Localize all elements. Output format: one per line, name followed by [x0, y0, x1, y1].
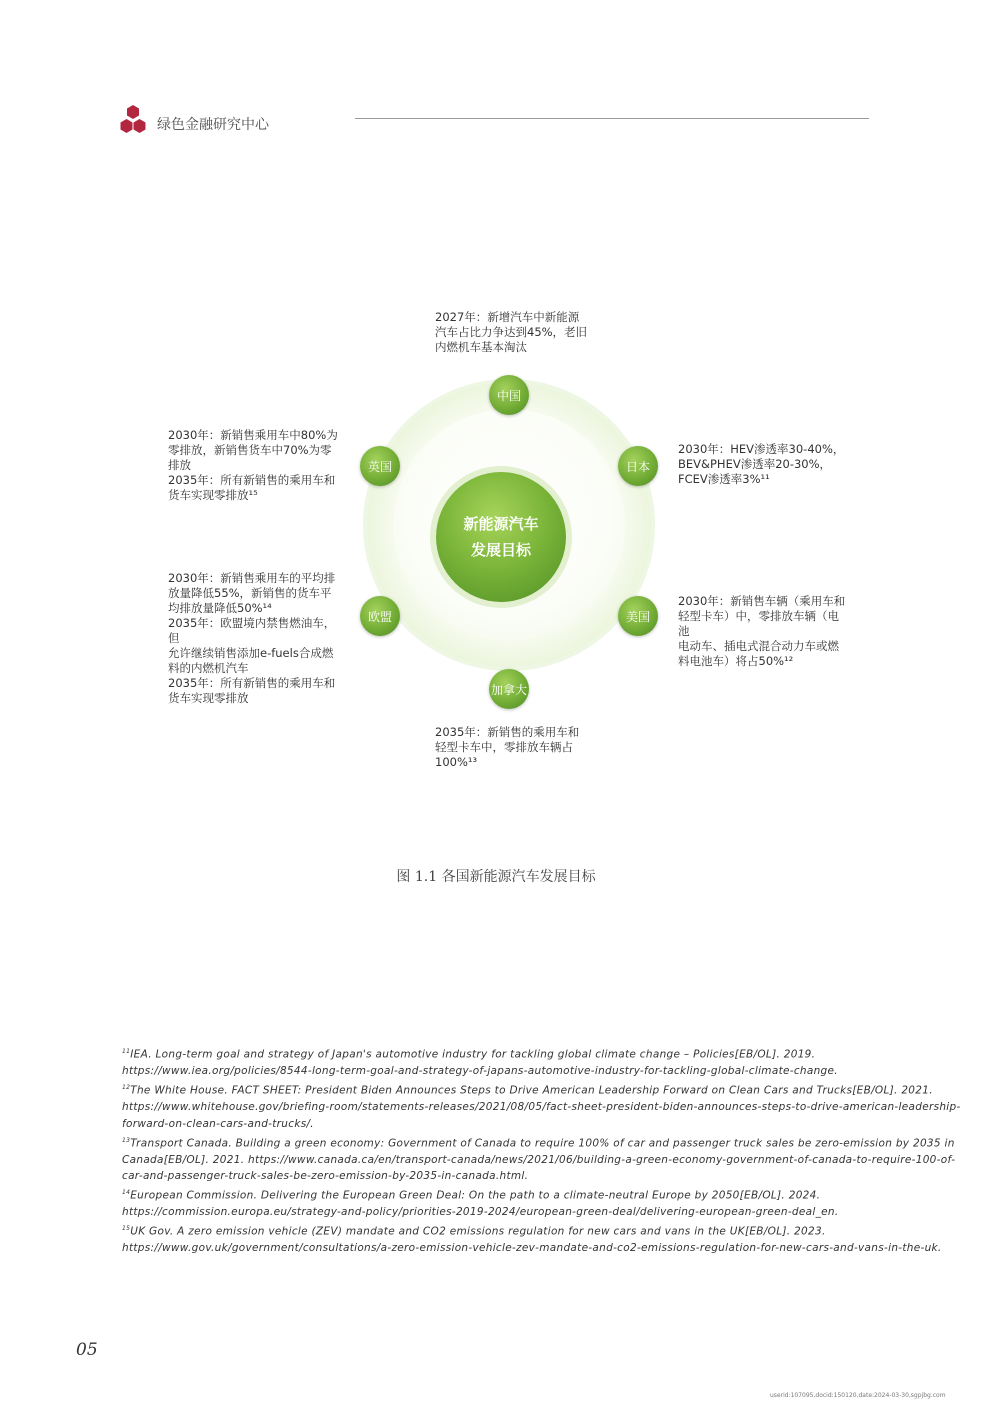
- figure-caption: 图 1.1 各国新能源汽车发展目标: [396, 869, 596, 885]
- footnote-number: 12: [122, 1083, 131, 1091]
- footnote: [122, 1185, 972, 1221]
- footnote: [122, 1080, 972, 1133]
- node-china: 中国: [489, 375, 529, 415]
- page-number: 05: [76, 1340, 98, 1360]
- footnote-text: Transport Canada. Building a green economy: Government of Canada to require 100% of car and passenger truck sales be zero-emission by 2035 in Canada[EB/OL]. 2021. https://www.canada.ca/en/transport-canada/news/2021/06/building-a-green-economy-government-of-canada-to-require-100-of-car-and-passenger-truck-sales-be-zero-emission-by-2035-in-canada.html.: [122, 1137, 956, 1183]
- desc-uk: 2030年：新销售乘用车中80%为 零排放，新销售货车中70%为零 排放 2035年：所有新销售的乘用车和 货车实现零排放¹⁵: [168, 428, 338, 502]
- footnote-number: 13: [122, 1136, 131, 1144]
- node-eu: 欧盟: [360, 596, 400, 636]
- footnote-text: UK Gov. A zero emission vehicle (ZEV) mandate and CO2 emissions regulation for new cars and vans in the UK[EB/OL]. 2023. https://www.gov.uk/government/consultations/a-zero-emission-vehicle-zev-mandate-and-co2-emissions-regulation-for-new-cars-and-vans-in-the-uk.: [122, 1225, 942, 1255]
- node-canada: 加拿大: [489, 669, 529, 709]
- node-usa: 美国: [618, 596, 658, 636]
- desc-canada: 2035年：新销售的乘用车和 轻型卡车中，零排放车辆占 100%¹³: [435, 725, 580, 769]
- desc-china: 2027年：新增汽车中新能源 汽车占比力争达到45%，老旧 内燃机车基本淘汰: [435, 310, 588, 354]
- footnote-number: 14: [122, 1189, 131, 1197]
- org-logo-icon: [120, 104, 146, 134]
- watermark-text: userid:107095,docid:150120,date:2024-03-30,sgpjbg.com: [770, 1392, 946, 1399]
- org-name: 绿色金融研究中心: [157, 117, 269, 133]
- footnote-text: IEA. Long-term goal and strategy of Japan's automotive industry for tackling global climate change – Policies[EB/OL]. 2019. https://www.iea.org/policies/8544-long-term-goal-and-strategy-of-japans-automotive-industry-for-tackling-global-climate-change.: [122, 1048, 838, 1078]
- footnote-number: 11: [122, 1048, 131, 1055]
- node-uk: 英国: [360, 446, 400, 486]
- desc-japan: 2030年：HEV渗透率30-40%， BEV&PHEV渗透率20-30%， FCEV渗透率3%¹¹: [678, 442, 845, 486]
- node-japan: 日本: [618, 446, 658, 486]
- diagram-center: [436, 472, 566, 602]
- desc-eu: 2030年：新销售乘用车的平均排 放量降低55%，新销售的货车平 均排放量降低50%¹⁴ 2035年：欧盟境内禁售燃油车，但 允许继续销售添加e-fuels合成燃 料的内燃机汽车 2035年：所有新销售的乘用车和 货车实现零排放: [168, 571, 336, 705]
- footnote-number: 15: [122, 1225, 131, 1233]
- center-title-line2: 发展目标: [470, 541, 531, 559]
- desc-usa: 2030年：新销售车辆（乘用车和 轻型卡车）中，零排放车辆（电池 电动车、插电式混合动力车或燃 料电池车）将占50%¹²: [678, 594, 846, 668]
- footnotes: [122, 1044, 972, 1257]
- footnote-text: European Commission. Delivering the European Green Deal: On the path to a climate-neutral Europe by 2050[EB/OL]. 2024. https://commission.europa.eu/strategy-and-policy/priorities-2019-2024/european-green-deal/delivering-european-green-deal_en.: [122, 1189, 839, 1219]
- footnote: [122, 1133, 972, 1186]
- header-divider: [355, 118, 869, 119]
- ev-targets-diagram: [160, 300, 850, 780]
- footnote-text: The White House. FACT SHEET: President Biden Announces Steps to Drive American Leadership Forward on Clean Cars and Trucks[EB/OL]. 2021. https://www.whitehouse.gov/briefing-room/statements-releases/2021/08/05/fact-sheet-president-biden-announces-steps-to-drive-american-leadership-forward-on-clean-cars-and-trucks/.: [122, 1084, 961, 1130]
- footnote: [122, 1044, 972, 1080]
- footnote: [122, 1221, 972, 1257]
- center-title-line1: 新能源汽车: [463, 515, 539, 533]
